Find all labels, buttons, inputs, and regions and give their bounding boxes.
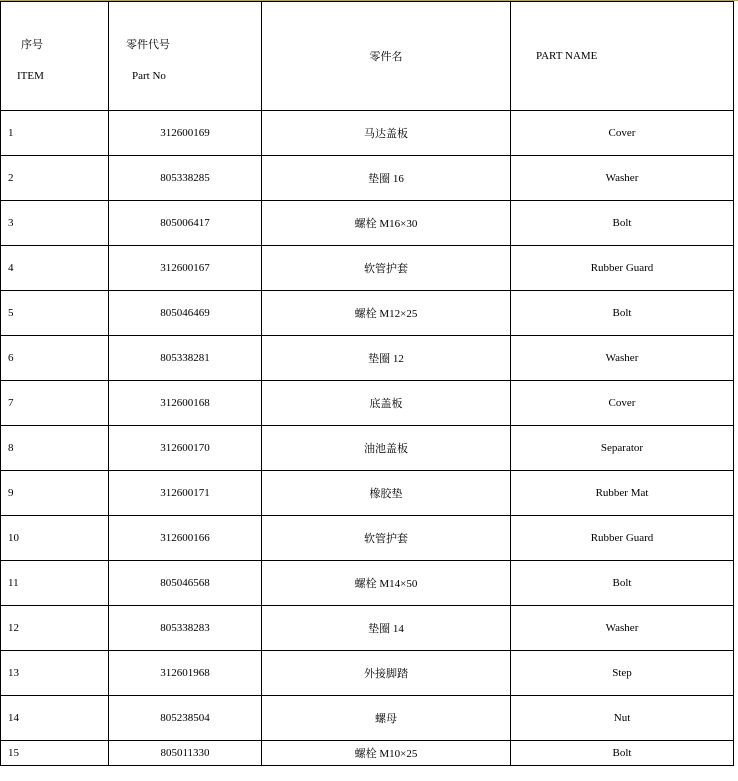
part-number: 312600167 <box>109 246 262 291</box>
header-item <box>1 2 109 111</box>
part-number: 805046568 <box>109 561 262 606</box>
item-number: 6 <box>1 336 109 381</box>
part-name-en: Washer <box>511 156 734 201</box>
part-name-en: Nut <box>511 696 734 741</box>
item-number: 14 <box>1 696 109 741</box>
part-number: 805338281 <box>109 336 262 381</box>
table-row <box>1 426 734 471</box>
part-name-zh: 马达盖板 <box>262 111 511 156</box>
part-name-en: Rubber Guard <box>511 246 734 291</box>
item-number: 12 <box>1 606 109 651</box>
table-row <box>1 201 734 246</box>
table-row <box>1 561 734 606</box>
header-name-zh: 零件名 <box>262 2 511 111</box>
part-name-zh: 垫圈 12 <box>262 336 511 381</box>
part-number: 805006417 <box>109 201 262 246</box>
part-number: 312600171 <box>109 471 262 516</box>
table-header-row <box>1 2 734 111</box>
table-row <box>1 156 734 201</box>
item-number: 5 <box>1 291 109 336</box>
table-row <box>1 741 734 766</box>
part-name-en: Cover <box>511 111 734 156</box>
part-name-en: Bolt <box>511 741 734 766</box>
table-row <box>1 336 734 381</box>
parts-table <box>0 1 734 766</box>
item-number: 7 <box>1 381 109 426</box>
part-name-zh: 橡胶垫 <box>262 471 511 516</box>
item-number: 9 <box>1 471 109 516</box>
part-number: 805338285 <box>109 156 262 201</box>
part-number: 312600170 <box>109 426 262 471</box>
table-row <box>1 651 734 696</box>
item-number: 10 <box>1 516 109 561</box>
part-name-zh: 油池盖板 <box>262 426 511 471</box>
table-row <box>1 381 734 426</box>
item-number: 3 <box>1 201 109 246</box>
header-part-no-zh: 零件代号 <box>126 39 170 51</box>
part-name-zh: 螺母 <box>262 696 511 741</box>
part-number: 805011330 <box>109 741 262 766</box>
part-name-en: Bolt <box>511 561 734 606</box>
table-row <box>1 111 734 156</box>
item-number: 4 <box>1 246 109 291</box>
part-number: 805338283 <box>109 606 262 651</box>
part-name-zh: 垫圈 16 <box>262 156 511 201</box>
item-number: 2 <box>1 156 109 201</box>
item-number: 1 <box>1 111 109 156</box>
header-item-en: ITEM <box>17 70 44 82</box>
item-number: 13 <box>1 651 109 696</box>
part-name-zh: 软管护套 <box>262 516 511 561</box>
table-row <box>1 246 734 291</box>
part-name-zh: 垫圈 14 <box>262 606 511 651</box>
part-number: 805046469 <box>109 291 262 336</box>
part-name-zh: 底盖板 <box>262 381 511 426</box>
part-number: 312600168 <box>109 381 262 426</box>
part-name-zh: 螺栓 M10×25 <box>262 741 511 766</box>
part-name-en: Cover <box>511 381 734 426</box>
part-name-en: Washer <box>511 606 734 651</box>
header-part-no <box>109 2 262 111</box>
item-number: 15 <box>1 741 109 766</box>
part-name-en: Rubber Guard <box>511 516 734 561</box>
part-name-en: Step <box>511 651 734 696</box>
part-name-en: Bolt <box>511 201 734 246</box>
table-row <box>1 291 734 336</box>
part-name-zh: 外接脚踏 <box>262 651 511 696</box>
header-name-en: PART NAME <box>511 2 734 111</box>
part-number: 805238504 <box>109 696 262 741</box>
part-name-zh: 螺栓 M14×50 <box>262 561 511 606</box>
part-number: 312601968 <box>109 651 262 696</box>
part-name-zh: 螺栓 M12×25 <box>262 291 511 336</box>
part-name-en: Rubber Mat <box>511 471 734 516</box>
item-number: 11 <box>1 561 109 606</box>
item-number: 8 <box>1 426 109 471</box>
part-name-zh: 螺栓 M16×30 <box>262 201 511 246</box>
part-number: 312600166 <box>109 516 262 561</box>
table-row <box>1 471 734 516</box>
part-number: 312600169 <box>109 111 262 156</box>
part-name-zh: 软管护套 <box>262 246 511 291</box>
part-name-en: Separator <box>511 426 734 471</box>
table-row <box>1 516 734 561</box>
table-row <box>1 696 734 741</box>
part-name-en: Washer <box>511 336 734 381</box>
header-item-zh: 序号 <box>21 39 43 51</box>
header-part-no-en: Part No <box>132 70 166 82</box>
part-name-en: Bolt <box>511 291 734 336</box>
table-row <box>1 606 734 651</box>
